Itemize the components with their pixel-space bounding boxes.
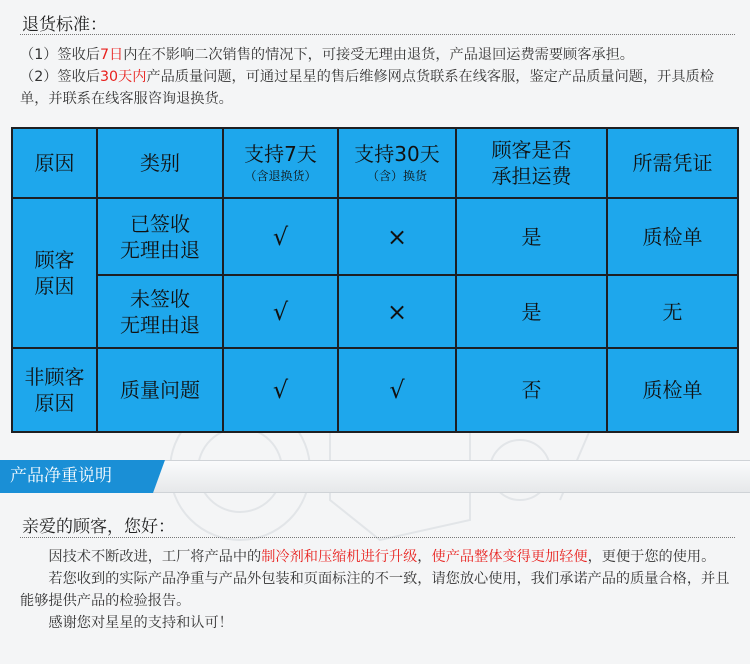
- notice-highlight-lighter: 使产品整体变得更加轻便: [431, 549, 588, 565]
- row-1-support-7days: √: [224, 199, 337, 274]
- row-3-support-7days: √: [224, 349, 337, 431]
- row-2-support-30days: ×: [339, 276, 455, 347]
- header-reason: 原因: [13, 129, 96, 197]
- notice-paragraph-1: 因技术不断改进，工厂将产品中的制冷剂和压缩机进行升级，使产品整体变得更加轻便，更便于您的使用。: [48, 549, 716, 565]
- notice-paragraph-3: 感谢您对星星的支持和认可！: [48, 615, 233, 631]
- header-shipping-cost: 顾客是否 承担运费: [457, 129, 606, 197]
- row-2-proof: 无: [608, 276, 737, 347]
- policy-line-2: （2）签收后30天内产品质量问题，可通过星星的售后维修网点货联系在线客服，鉴定产品质量问题，开具质检单，并联系在线客服咨询退换货。: [20, 69, 714, 107]
- greeting-title: 亲爱的顾客，您好：: [22, 517, 175, 537]
- net-weight-title: 产品净重说明: [0, 460, 153, 493]
- row-3-shipping: 否: [457, 349, 606, 431]
- row-1-support-30days: ×: [339, 199, 455, 274]
- return-policy-table: [11, 127, 739, 433]
- header-support-30days: 支持30天 （含）换货: [339, 129, 455, 197]
- notice-paragraph-2: 若您收到的实际产品净重与产品外包装和页面标注的不一致，请您放心使用，我们承诺产品的质量合格，并且能够提供产品的检验报告。: [20, 571, 730, 609]
- net-weight-text: [20, 546, 735, 634]
- reason-customer: 顾客 原因: [13, 199, 96, 347]
- policy-highlight-30days: 30天内: [99, 69, 147, 85]
- net-weight-title-arrow: [153, 460, 165, 493]
- row-1-category: 已签收 无理由退: [98, 199, 222, 274]
- row-1-proof: 质检单: [608, 199, 737, 274]
- policy-highlight-7days: 7日: [99, 47, 124, 63]
- return-policy-title: 退货标准：: [22, 15, 107, 35]
- row-3-proof: 质检单: [608, 349, 737, 431]
- header-category: 类别: [98, 129, 222, 197]
- greeting-divider: [20, 537, 735, 538]
- return-policy-divider: [20, 34, 735, 35]
- policy-line-1: （1）签收后7日内在不影响二次销售的情况下，可接受无理由退货，产品退回运费需要顾客承担。: [20, 47, 634, 63]
- row-2-support-7days: √: [224, 276, 337, 347]
- row-3-category: 质量问题: [98, 349, 222, 431]
- header-proof: 所需凭证: [608, 129, 737, 197]
- row-2-category: 未签收 无理由退: [98, 276, 222, 347]
- header-support-7days: 支持7天 （含退换货）: [224, 129, 337, 197]
- reason-non-customer: 非顾客 原因: [13, 349, 96, 431]
- row-3-support-30days: √: [339, 349, 455, 431]
- return-policy-text: [20, 44, 735, 110]
- row-2-shipping: 是: [457, 276, 606, 347]
- notice-highlight-upgrade: 制冷剂和压缩机进行升级: [261, 549, 418, 565]
- row-1-shipping: 是: [457, 199, 606, 274]
